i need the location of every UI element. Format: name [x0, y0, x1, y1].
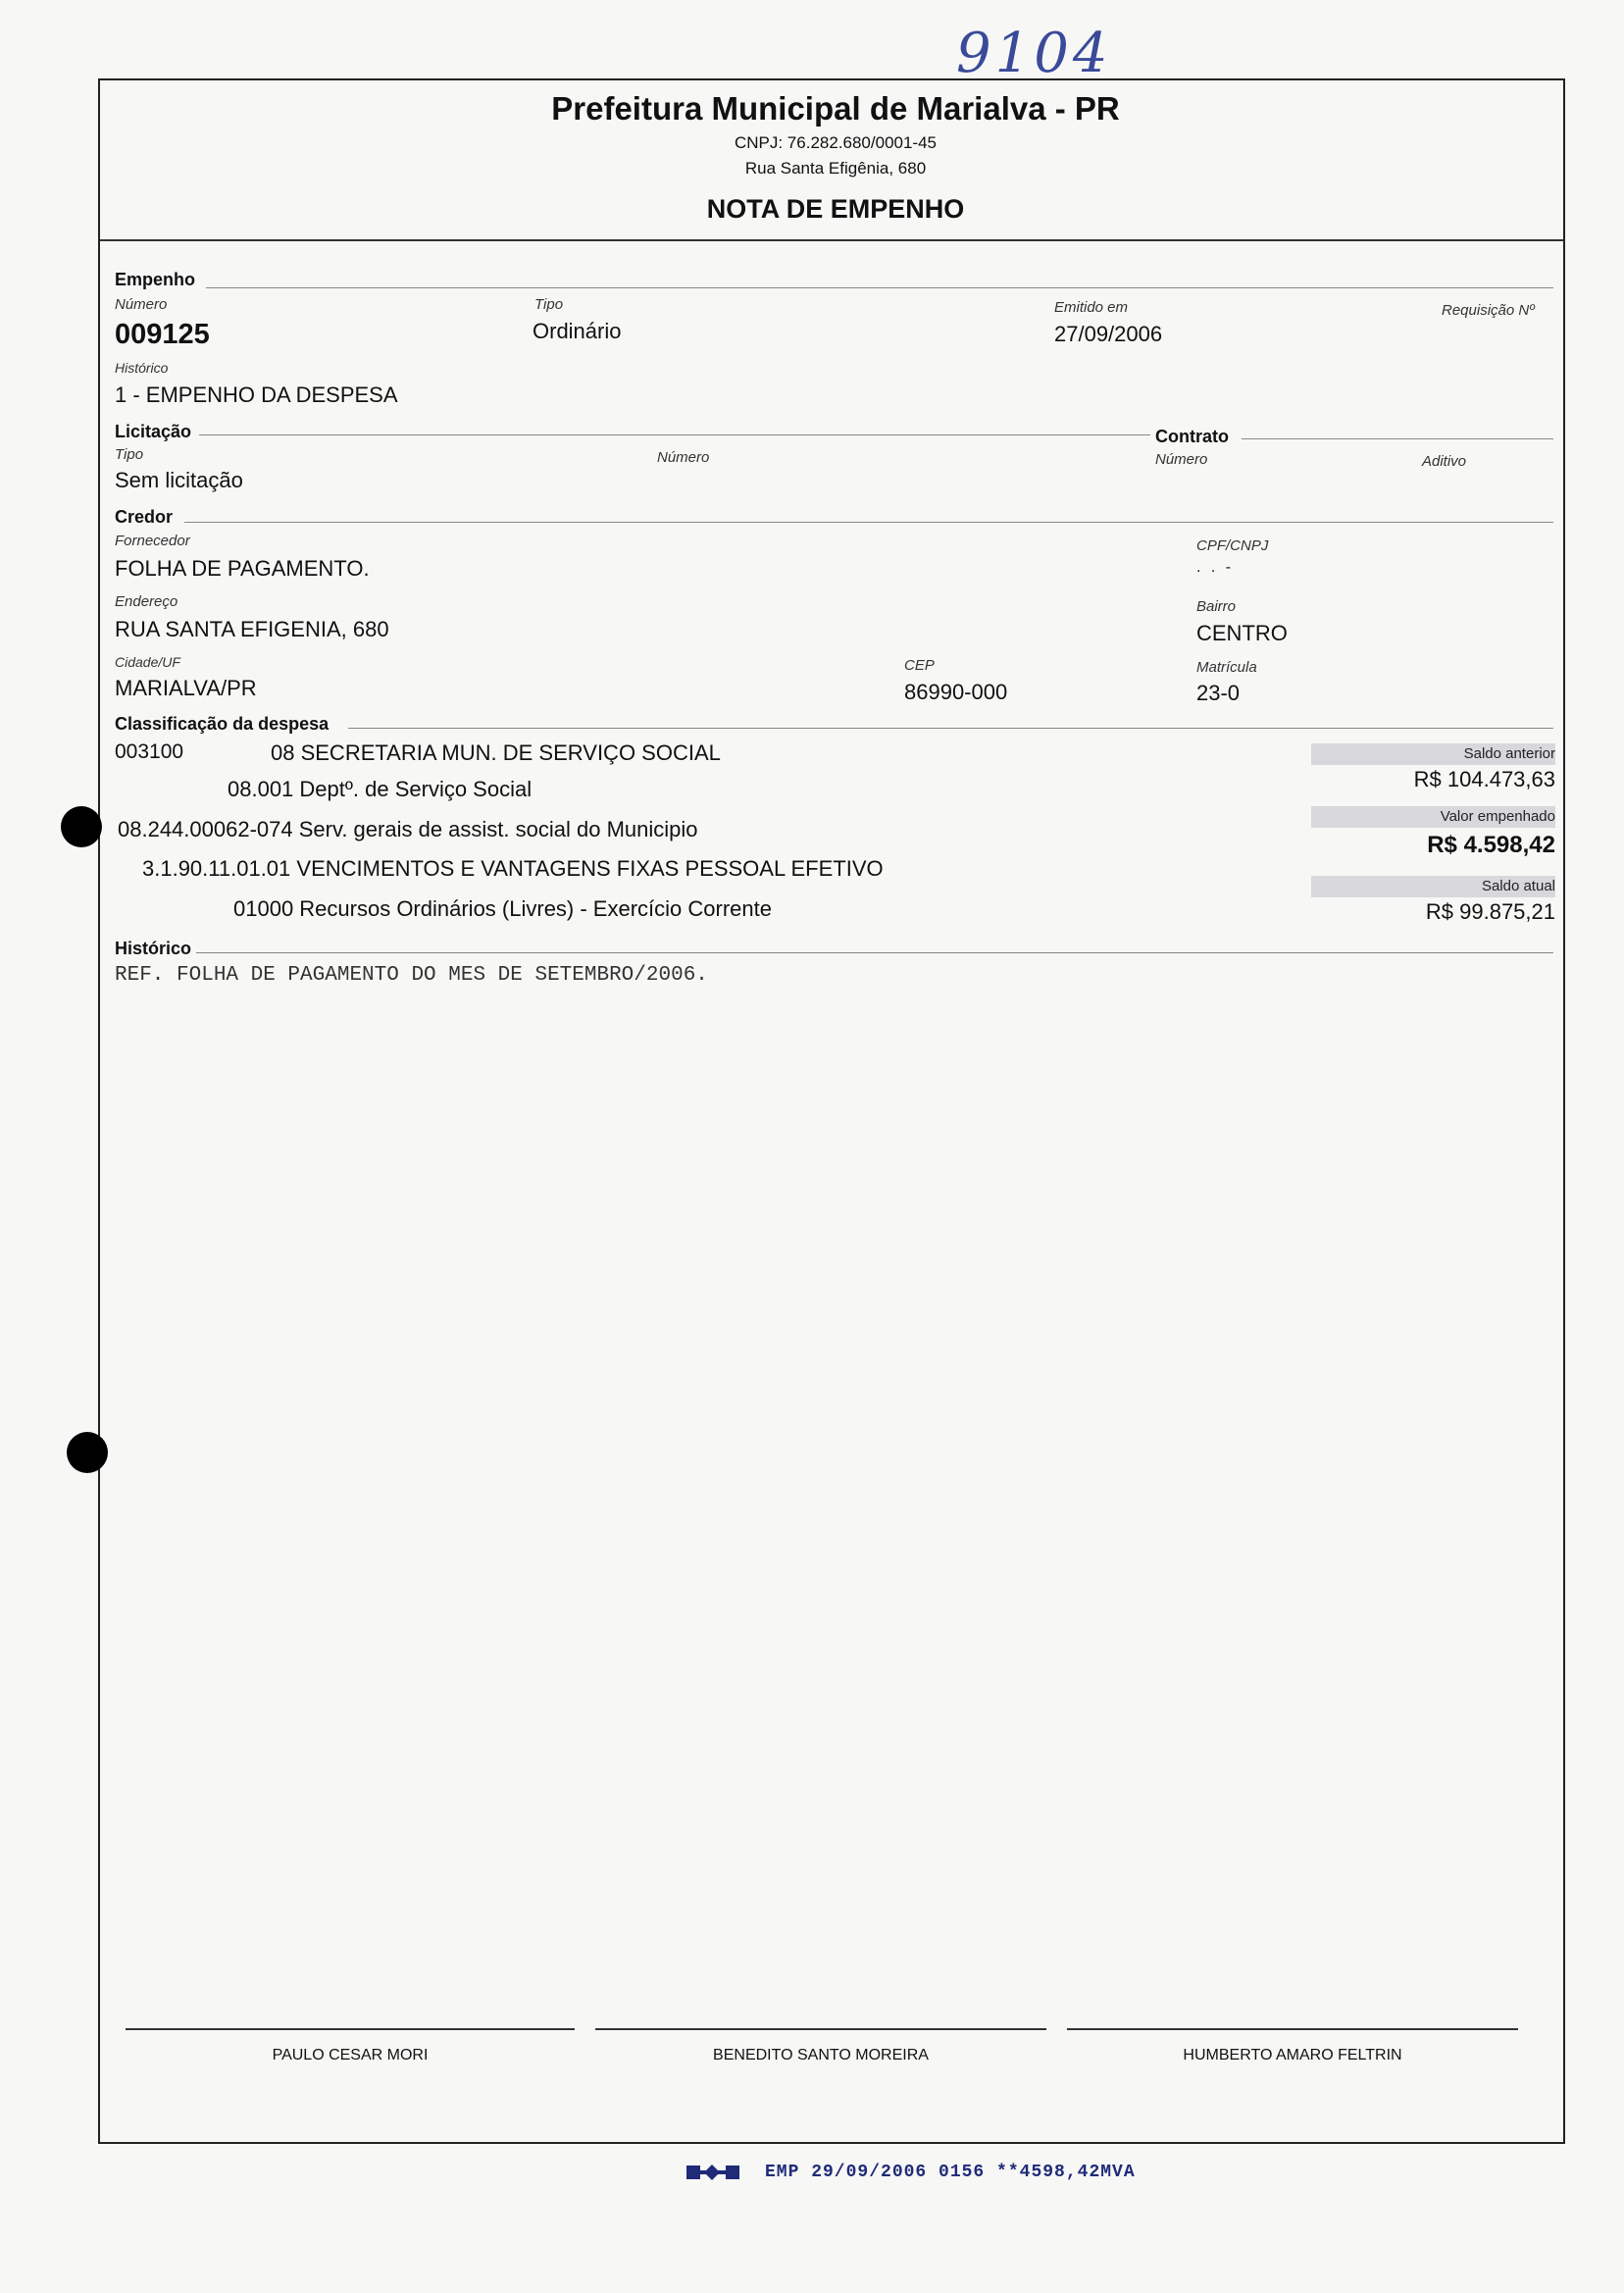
- historico-text: REF. FOLHA DE PAGAMENTO DO MES DE SETEMBRO/2006.: [115, 964, 708, 987]
- matricula: 23-0: [1196, 681, 1241, 705]
- classificacao-section-title: Classificação da despesa: [115, 714, 330, 734]
- empenho-historico-label: Histórico: [115, 360, 169, 376]
- empenho-tipo-label: Tipo: [534, 296, 564, 313]
- contrato-aditivo-label: Aditivo: [1422, 453, 1467, 470]
- cpf-cnpj-label: CPF/CNPJ: [1196, 537, 1269, 554]
- contrato-numero-label: Número: [1155, 451, 1208, 468]
- cpf-cnpj: . . -: [1196, 559, 1235, 576]
- bairro: CENTRO: [1196, 621, 1288, 645]
- classificacao-line-5: 01000 Recursos Ordinários (Livres) - Exercício Corrente: [233, 896, 772, 921]
- endereco: RUA SANTA EFIGENIA, 680: [115, 617, 389, 641]
- bank-logo-icon: [686, 2162, 745, 2183]
- saldo-anterior-label: Saldo anterior: [1463, 745, 1555, 762]
- classificacao-line-2: 08.001 Deptº. de Serviço Social: [228, 777, 533, 801]
- header-divider: [100, 239, 1563, 241]
- handwritten-page-number: 9104: [956, 22, 1112, 85]
- classificacao-line-3: 08.244.00062-074 Serv. gerais de assist. social do Municipio: [118, 817, 698, 841]
- saldo-atual: R$ 99.875,21: [1425, 899, 1555, 924]
- credor-section-line: [184, 522, 1553, 523]
- licitacao-section-line: [199, 434, 1150, 435]
- valor-empenhado: R$ 4.598,42: [1427, 832, 1555, 858]
- cep-label: CEP: [904, 657, 935, 674]
- cnpj: CNPJ: 76.282.680/0001-45: [734, 133, 938, 152]
- signature-line-2: [595, 2028, 1046, 2030]
- empenho-historico: 1 - EMPENHO DA DESPESA: [115, 382, 398, 407]
- saldo-anterior: R$ 104.473,63: [1413, 767, 1555, 791]
- contrato-section-title: Contrato: [1155, 427, 1229, 446]
- contrato-section-line: [1242, 438, 1553, 439]
- document-title: NOTA DE EMPENHO: [706, 194, 965, 224]
- endereco-label: Endereço: [115, 593, 178, 610]
- empenho-tipo: Ordinário: [533, 319, 622, 343]
- cidade: MARIALVA/PR: [115, 676, 257, 700]
- fornecedor: FOLHA DE PAGAMENTO.: [115, 556, 370, 581]
- licitacao-section-title: Licitação: [115, 422, 192, 441]
- signature-line-1: [126, 2028, 575, 2030]
- historico-section-title: Histórico: [115, 939, 192, 958]
- requisicao-label: Requisição Nº: [1442, 302, 1535, 319]
- bank-stamp-text: EMP 29/09/2006 0156 **4598,42MVA: [765, 2163, 1136, 2182]
- empenho-section-title: Empenho: [115, 270, 196, 289]
- empenho-section-line: [206, 287, 1553, 288]
- bank-stamp: [686, 2162, 1136, 2183]
- licitacao-tipo: Sem licitação: [115, 468, 243, 492]
- credor-section-title: Credor: [115, 507, 174, 527]
- punch-hole-top: [61, 806, 102, 847]
- licitacao-tipo-label: Tipo: [115, 446, 144, 463]
- classificacao-line-1: 08 SECRETARIA MUN. DE SERVIÇO SOCIAL: [271, 740, 721, 765]
- fornecedor-label: Fornecedor: [115, 533, 190, 549]
- emitido-label: Emitido em: [1054, 299, 1129, 316]
- empenho-numero: 009125: [115, 319, 210, 350]
- municipality-title: Prefeitura Municipal de Marialva - PR: [551, 90, 1120, 127]
- signature-line-3: [1067, 2028, 1518, 2030]
- signature-name-2: BENEDITO SANTO MOREIRA: [713, 2047, 929, 2064]
- address: Rua Santa Efigênia, 680: [744, 159, 927, 178]
- punch-hole-bottom: [67, 1432, 108, 1473]
- classificacao-code: 003100: [115, 740, 184, 763]
- matricula-label: Matrícula: [1196, 659, 1257, 676]
- saldo-atual-label: Saldo atual: [1481, 878, 1555, 894]
- emitido-date: 27/09/2006: [1054, 322, 1163, 346]
- classificacao-section-line: [348, 728, 1553, 729]
- licitacao-numero-label: Número: [657, 449, 710, 466]
- valor-empenhado-label: Valor empenhado: [1440, 808, 1555, 825]
- cep: 86990-000: [904, 680, 1008, 704]
- bairro-label: Bairro: [1196, 598, 1237, 615]
- historico-section-line: [196, 952, 1553, 953]
- empenho-numero-label: Número: [115, 296, 168, 313]
- signature-name-3: HUMBERTO AMARO FELTRIN: [1183, 2047, 1402, 2064]
- classificacao-line-4: 3.1.90.11.01.01 VENCIMENTOS E VANTAGENS FIXAS PESSOAL EFETIVO: [142, 856, 884, 881]
- cidade-label: Cidade/UF: [115, 654, 180, 670]
- signature-name-1: PAULO CESAR MORI: [272, 2047, 429, 2064]
